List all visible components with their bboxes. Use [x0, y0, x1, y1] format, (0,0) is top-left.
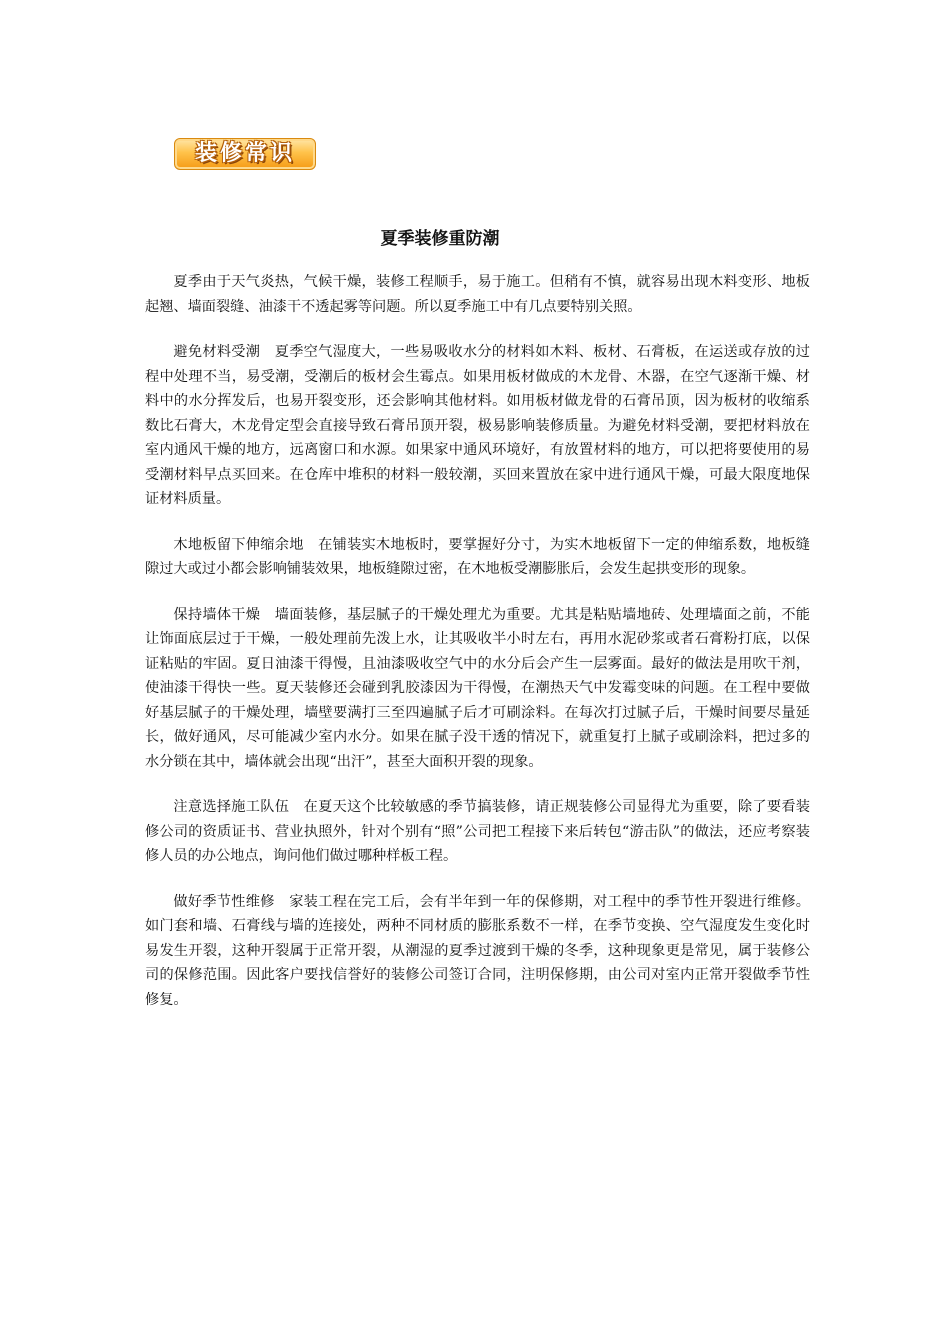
section-logo-badge	[174, 138, 316, 170]
article-body	[145, 270, 810, 1033]
paragraph-choose-team: 注意选择施工队伍 在夏天这个比较敏感的季节搞装修，请正规装修公司显得尤为重要，除了要看装修公司的资质证书、营业执照外，针对个别有“照”公司把工程接下来后转包“游击队”的做法，还应考察装修人员的办公地点，询问他们做过哪种样板工程。	[145, 799, 810, 864]
paragraph-seasonal-repair: 做好季节性维修 家装工程在完工后，会有半年到一年的保修期，对工程中的季节性开裂进行维修。如门套和墙、石膏线与墙的连接处，两种不同材质的膨胀系数不一样，在季节变换、空气湿度发生变化时易发生开裂，这种开裂属于正常开裂，从潮湿的夏季过渡到干燥的冬季，这种现象更是常见，属于装修公司的保修范围。因此客户要找信誉好的装修公司签订合同，注明保修期，由公司对室内正常开裂做季节性修复。	[145, 893, 810, 1008]
logo-text: 装修常识	[194, 141, 295, 166]
paragraph-floor-expansion: 木地板留下伸缩余地 在铺装实木地板时，要掌握好分寸，为实木地板留下一定的伸缩系数，地板缝隙过大或过小都会影响铺装效果，地板缝隙过密，在木地板受潮膨胀后，会发生起拱变形的现象。	[145, 536, 810, 577]
paragraph-intro: 夏季由于天气炎热，气候干燥，装修工程顺手，易于施工。但稍有不慎，就容易出现木料变形、地板起翘、墙面裂缝、油漆干不透起雾等问题。所以夏季施工中有几点要特别关照。	[145, 274, 810, 315]
paragraph-avoid-moisture: 避免材料受潮 夏季空气湿度大，一些易吸收水分的材料如木料、板材、石膏板，在运送或存放的过程中处理不当，易受潮，受潮后的板材会生霉点。如果用板材做成的木龙骨、木器，在空气逐渐干燥、材料中的水分挥发后，也易开裂变形，还会影响其他材料。如用板材做龙骨的石膏吊顶，因为板材的收缩系数比石膏大，木龙骨定型会直接导致石膏吊顶开裂，极易影响装修质量。为避免材料受潮，要把材料放在室内通风干燥的地方，远离窗口和水源。如果家中通风环境好，有放置材料的地方，可以把将要使用的易受潮材料早点买回来。在仓库中堆积的材料一般较潮，买回来置放在家中进行通风干燥，可最大限度地保证材料质量。	[145, 344, 810, 507]
paragraph-wall-dry: 保持墙体干燥 墙面装修，基层腻子的干燥处理尤为重要。尤其是粘贴墙地砖、处理墙面之前，不能让饰面底层过于干燥，一般处理前先泼上水，让其吸收半小时左右，再用水泥砂浆或者石膏粉打底，以保证粘贴的牢固。夏日油漆干得慢，且油漆吸收空气中的水分后会产生一层雾面。最好的做法是用吹干剂，使油漆干得快一些。夏天装修还会碰到乳胶漆因为干得慢，在潮热天气中发霉变味的问题。在工程中要做好基层腻子的干燥处理，墙壁要满打三至四遍腻子后才可刷涂料。在每次打过腻子后，干燥时间要尽量延长，做好通风，尽可能减少室内水分。如果在腻子没干透的情况下，就重复打上腻子或刷涂料，把过多的水分锁在其中，墙体就会出现“出汗”，甚至大面积开裂的现象。	[145, 606, 810, 770]
article-title: 夏季装修重防潮	[380, 229, 500, 249]
